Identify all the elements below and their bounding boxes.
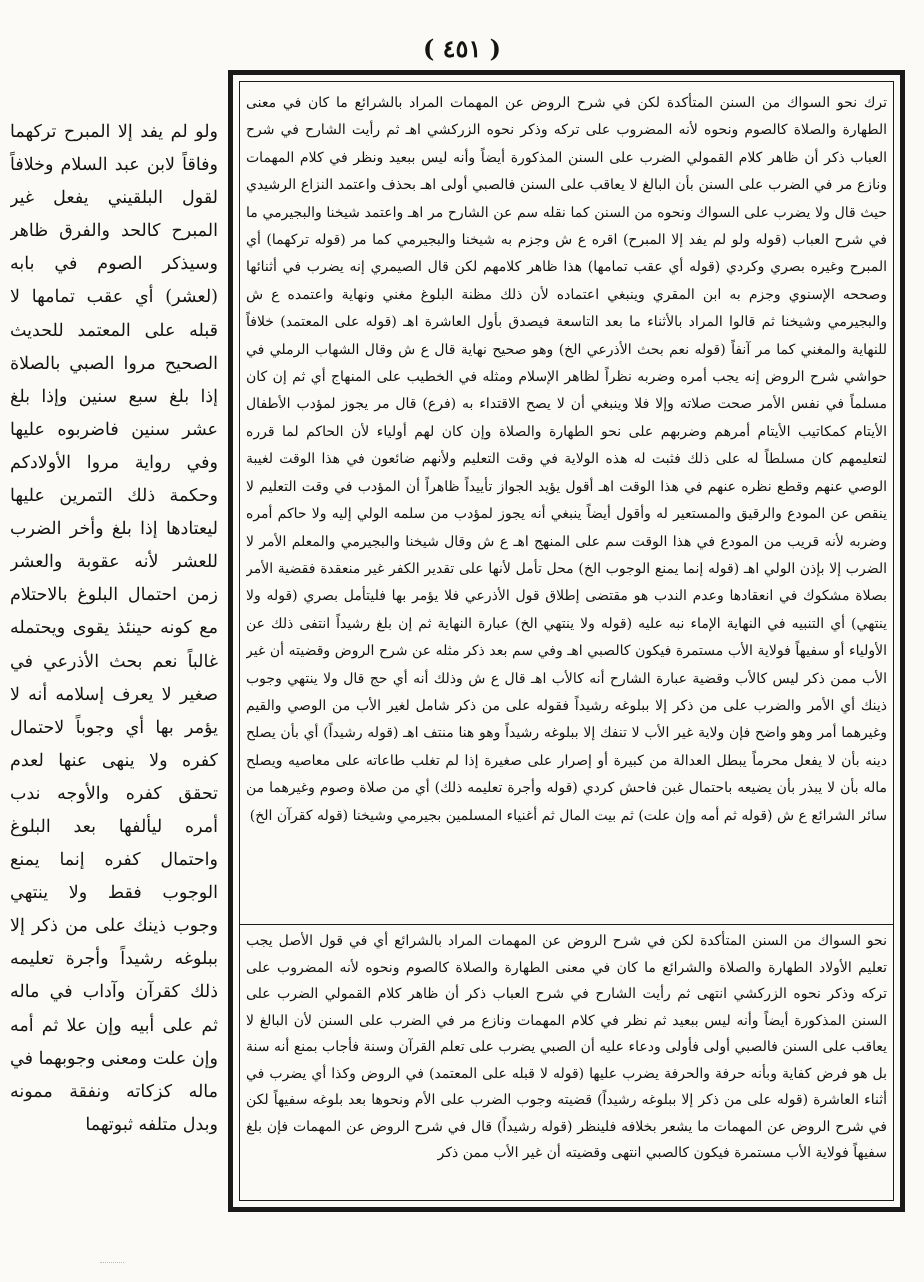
- upper-commentary: [246, 90, 887, 920]
- section-divider: [240, 924, 893, 925]
- upper-commentary-text: ترك نحو السواك من السنن المتأكدة لكن في شرح الروض عن المهمات المراد بالشرائع ما كان في معنى الطهارة والصلاة كالصوم ونحوه لأنه المضروب على تركه وذكر نحوه الزركشي اهـ ثم رأيت الشارح في شرح العباب ذكر أن ظاهر كلام القمولي الضرب على السنن المذكورة أيضاً وأنه ليس ببعيد ونظر في كلام المهمات ونازع مر في الضرب على السنن بأن البالغ لا يعاقب على السنن فالصبي أولى اهـ بحذف واعتمد النزاع الرشيدي حيث قال ولا يضرب على السواك ونحوه من السنن كما نقله سم عن الشارح مر اهـ واعتمد شيخنا والبجيرمي ما في شرح العباب (قوله ولو لم يفد إلا المبرح) اقره ع ش وجزم به شيخنا والبجيرمي كما مر (قوله تركهما) أي المبرح وغيره بصري وكردي (قوله أي عقب تمامها) هذا ظاهر كلامهم لكن قال الصيمري إنه يضرب في أثنائها وصححه الإسنوي وجزم به ابن المقري وينبغي اعتماده لأن ذلك مظنة البلوغ مغني ونهاية واعتمده ع ش والبجيرمي وشيخنا ثم قالوا المراد بالأثناء ما بعد التاسعة فيصدق بأول العاشرة اهـ (قوله على المعتمد) خلافاً للنهاية والمغني كما مر آنفاً (قوله نعم بحث الأذرعي الخ) وهو صحيح نهاية قال ع ش وقال الشهاب الرملي في حواشي شرح الروض إنه يجب أمره وضربه نظراً لظاهر الإسلام ومثله في الخطيب على المنهاج أي ثم إن كان مسلماً في نفس الأمر صحت صلاته وإلا فلا وينبغي أن لا يصح الاقتداء به (فرع) قال مر يجوز لمؤدب الأطفال الأيتام كمكاتيب الأيتام أمرهم وضربهم على نحو الطهارة والصلاة وإن كان لهم أولياء لأن الحاكم لما قرره لتعليمهم كان مسلطاً له على ذلك فثبت له هذه الولاية في وقت التعليم ولأنهم ضائعون في هذا الوقت لغيبة الوصي عنهم وقطع نظره عنهم في هذا الوقت اهـ أقول يؤيد الجواز تأييداً ظاهراً أن المؤدب في وقت التعليم لا ينقص عن المودع والرقيق والمستعير له وأقول أيضاً ينبغي أنه يجوز لمؤدب من سلمه الولي إليه ولا حاكم أمره وضربه لأنه قريب من المودع في هذا الوقت سم على المنهج اهـ ع ش وقال شيخنا والبجيرمي والمعلم الأمر لا الضرب إلا بإذن الولي اهـ (قوله إنما يمنع الوجوب الخ) محل تأمل لأنها على تقدير الكفر غير منعقدة فقضية الأمر بصلاة مشكوك في انعقادها وعدم الندب هو مقتضى إطلاق قول الأذرعي فلا يؤمر بها فليتأمل بصري (قوله ولا ينتهي) أي التنبيه في النهاية الإماء نبه عليه (قوله ولا ينتهي الخ) عبارة النهاية ثم إن بلغ رشيداً انتفى ذلك عن الأولياء أو سفيهاً فولاية الأب مستمرة فيكون كالصبي اهـ وفي سم بعد ذكر مثله عن شرح الروض وقضيته أن غير الأب ممن ذكر ليس كالأب وقضية عبارة الشارح أنه كالأب اهـ قال ع ش وذلك أنه أي حج قال ولا ينتهي وجوب ذينك أي الأمر والضرب على من ذكر إلا ببلوغه رشيداً فقوله على من ذكر شامل لغير الأب من الوصي والقيم وغيرهما أمر وهو واضح فإن ولاية غير الأب لا تنفك إلا ببلوغه رشيداً وهو هنا منتف اهـ (قوله رشيداً) أي بأن يصلح دينه بأن لا يفعل محرماً يبطل العدالة من كبيرة أو إصرار على صغيرة إذا لم تغلب طاعاته على معاصيه ويصلح ماله بأن لا يبذر بأن يضيعه باحتمال غبن فاحش كردي (قوله وأجرة تعليمه ذلك) أي من صلاة وصوم وغيرهما من سائر الشرائع ع ش (قوله ثم أمه وإن علت) ثم بيت المال ثم أغنياء المسلمين بجيرمي وشيخنا (قوله كقرآن الخ): [246, 95, 887, 824]
- lower-commentary-text: نحو السواك من السنن المتأكدة لكن في شرح الروض عن المهمات المراد بالشرائع أي في قول الأصل يجب تعليم الأولاد الطهارة والصلاة والشرائع ما كان في معنى الطهارة والصلاة كالصوم ونحوه لأنه المضروب على تركه وذكر نحوه الزركشي انتهى ثم رأيت الشارح في شرح العباب ذكر أن ظاهر كلام القمولي الضرب على السنن المذكورة أيضاً وأنه ليس ببعيد ثم نظر في كلام المهمات ونازع مر في الضرب على السنن لأن البالغ لا يعاقب على السنن فالصبي أولى فأولى ودعاء عليه أن الصبي يضرب على تعلم القرآن وسنة فأجاب بمنع أنه سنة بل هو فرض كفاية وبأنه حرفة والحرفة يضرب عليها (قوله لا قبله على المعتمد) في الروض وكذا أي يضرب في أثناء العاشرة (قوله على من ذكر إلا ببلوغه رشيداً) قضيته وجوب الضرب على الأم ونحوها بعد بلوغه سفيهاً لكن في شرح الروض عن المهمات ما يشعر بخلافه فلينظر (قوله رشيداً) قال في شرح الروض عن المهمات فإن بلغ سفيهاً فولاية الأب مستمرة فيكون كالصبي انتهى وقضيته أن غير الأب ممن ذكر: [246, 933, 887, 1161]
- side-text-column: [10, 116, 218, 1226]
- page-number: ( ٤٥١ ): [422, 34, 502, 63]
- commentary-inner-border: [239, 81, 894, 1201]
- paper-specks: [100, 1262, 124, 1269]
- lower-commentary: [246, 928, 887, 1198]
- commentary-frame: [228, 70, 905, 1212]
- side-text: ولو لم يفد إلا المبرح تركهما وفاقاً لابن عبد السلام وخلافاً لقول البلقيني يفعل غير المبرح كالحد والفرق ظاهر وسيذكر الصوم في بابه (لعشر) أي عقب تمامها لا قبله على المعتمد للحديث الصحيح مروا الصبي بالصلاة إذا بلغ سبع سنين وإذا بلغ عشر سنين فاضربوه عليها وفي رواية مروا الأولادكم وحكمة ذلك التمرين عليها ليعتادها إذا بلغ وأخر الضرب للعشر لأنه عقوبة والعشر زمن احتمال البلوغ بالاحتلام مع كونه حينئذ يقوى ويحتمله غالباً نعم بحث الأذرعي في صغير لا يعرف إسلامه أنه لا يؤمر بها أي وجوباً لاحتمال كفره ولا ينهى عنها لعدم تحقق كفره والأوجه ندب أمره ليألفها بعد البلوغ واحتمال كفره إنما يمنع الوجوب فقط ولا ينتهي وجوب ذينك على من ذكر إلا ببلوغه رشيداً وأجرة تعليمه ذلك كقرآن وآداب في ماله ثم على أبيه وإن علا ثم أمه وإن علت ومعنى وجوبهما في ماله كزكاته ونفقة ممونه وبدل متلفه ثبوتهما: [10, 122, 218, 1135]
